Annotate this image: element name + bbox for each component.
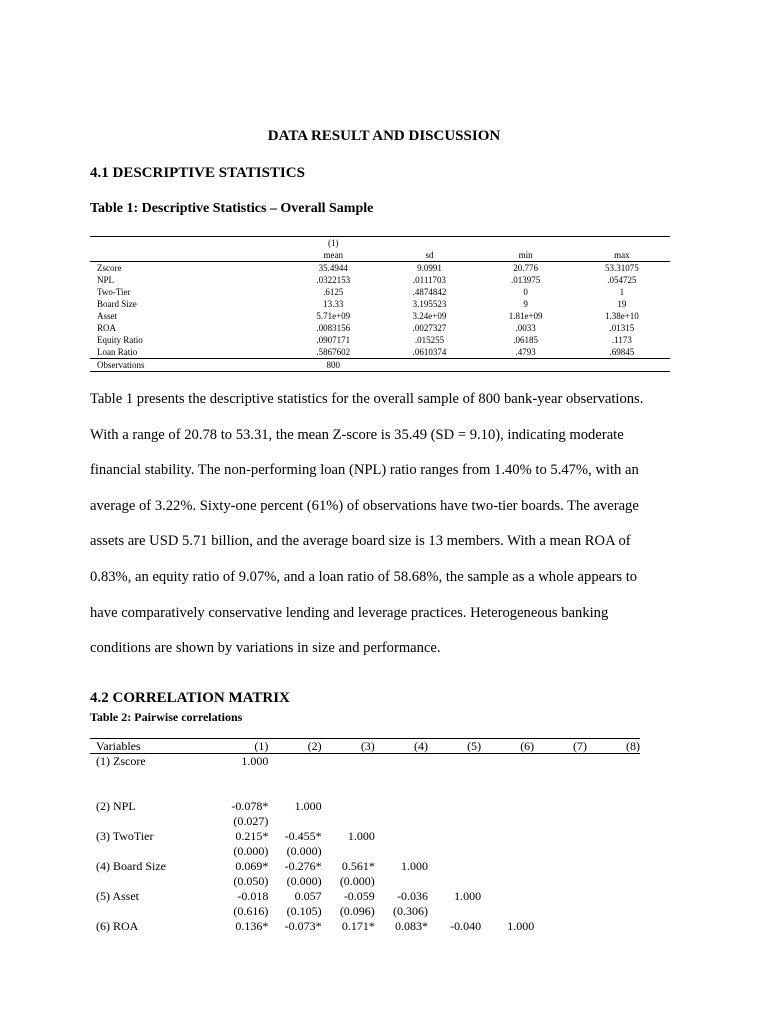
table2-coef-cell bbox=[375, 799, 428, 814]
table1-col-header: sd bbox=[381, 249, 477, 262]
table1-row bbox=[90, 274, 670, 286]
table2-pvalue-cell bbox=[534, 874, 587, 889]
table1-cell: .01315 bbox=[609, 323, 635, 333]
table2-row bbox=[90, 799, 640, 814]
table1-caption: Table 1: Descriptive Statistics – Overall Sample bbox=[90, 201, 374, 216]
table2-pvalue-cell bbox=[587, 844, 640, 859]
table2-pvalue-cell bbox=[481, 769, 534, 784]
table2-pvalue-cell: (0.027) bbox=[233, 814, 269, 828]
table2-coef-cell: 1.000 bbox=[454, 889, 482, 903]
table2-coef-cell bbox=[322, 754, 375, 770]
table2-col-header: (3) bbox=[322, 739, 375, 754]
table2-coef-cell: 1.000 bbox=[401, 859, 428, 873]
table2-coef-cell: 0.057 bbox=[294, 889, 322, 903]
table1-cell: 1.81e+09 bbox=[508, 311, 543, 321]
table2-pvalue-cell bbox=[587, 874, 640, 889]
table2-row-label: (2) NPL bbox=[96, 799, 136, 813]
table2-pvalue-row bbox=[90, 844, 640, 859]
table2-col-header: (4) bbox=[375, 739, 428, 754]
table2-row-label: (6) ROA bbox=[96, 919, 139, 933]
table1-cell: 9.0991 bbox=[417, 263, 442, 273]
table2-col-header: (8) bbox=[587, 739, 640, 754]
table2-pvalue-row bbox=[90, 769, 640, 784]
table1-row bbox=[90, 346, 670, 359]
table2-spacer-row bbox=[90, 784, 640, 799]
table2-coef-cell: -0.073* bbox=[284, 919, 322, 933]
table2-row-label: (4) Board Size bbox=[96, 859, 166, 873]
table2-pvalue-row bbox=[90, 814, 640, 829]
paragraph-line: financial stability. The non-performing loan (NPL) ratio ranges from 1.40% to 5.47%, with an bbox=[90, 462, 639, 479]
table2-coef-cell: -0.040 bbox=[450, 919, 482, 933]
document-title: DATA RESULT AND DISCUSSION bbox=[267, 128, 501, 144]
table2-coef-cell bbox=[322, 799, 375, 814]
table1-cell: .4874842 bbox=[412, 287, 447, 297]
table1-observations-value: 800 bbox=[285, 359, 381, 372]
paragraph-line: average of 3.22%. Sixty-one percent (61%) of observations have two-tier boards. The average bbox=[90, 497, 639, 514]
table2-coef-cell bbox=[428, 859, 481, 874]
table1-cell: .6125 bbox=[323, 287, 344, 297]
table2-coef-cell bbox=[481, 799, 534, 814]
table1-row-label: Zscore bbox=[97, 263, 122, 273]
table2-coef-cell: 1.000 bbox=[347, 829, 375, 843]
table2-col-header: (5) bbox=[428, 739, 481, 754]
table1-cell: .06185 bbox=[513, 335, 539, 345]
table1-cell: .69845 bbox=[609, 347, 635, 357]
table1-row bbox=[90, 262, 670, 275]
table2-pvalue-cell bbox=[481, 814, 534, 829]
table1-row-label: ROA bbox=[97, 323, 117, 333]
paragraph-line: assets are USD 5.71 billion, and the average board size is 13 members. With a mean ROA of bbox=[90, 533, 631, 550]
table2-coef-cell bbox=[534, 754, 587, 770]
table2-pvalue-cell: (0.096) bbox=[339, 904, 375, 918]
table2-coef-cell: -0.455* bbox=[284, 829, 322, 843]
paragraph-line: 0.83%, an equity ratio of 9.07%, and a loan ratio of 58.68%, the sample as a whole appears to bbox=[90, 568, 638, 585]
table2-pvalue-cell: (0.000) bbox=[339, 874, 375, 888]
table1-row bbox=[90, 310, 670, 322]
table2-pvalue-cell bbox=[322, 814, 375, 829]
table2-pvalue-row bbox=[90, 904, 640, 919]
table1-cell: .0083156 bbox=[316, 323, 351, 333]
table1-cell: .0111703 bbox=[412, 275, 447, 285]
table2-pvalue-cell: (0.000) bbox=[233, 844, 269, 858]
table2-pvalue-cell bbox=[375, 844, 428, 859]
table2-pvalue-cell: (0.000) bbox=[286, 844, 322, 858]
table2-pvalue-cell bbox=[268, 814, 321, 829]
table2-coef-cell bbox=[481, 889, 534, 904]
table2-pvalue-cell bbox=[587, 904, 640, 919]
table2-coef-cell bbox=[428, 829, 481, 844]
table1-observations-row bbox=[90, 359, 670, 372]
table2-coef-cell: 0.215* bbox=[235, 829, 269, 843]
table1-observations-label: Observations bbox=[90, 359, 285, 372]
table2-pvalue-cell bbox=[428, 904, 481, 919]
table2-row bbox=[90, 754, 640, 770]
table2-pvalue-cell bbox=[587, 814, 640, 829]
correlation-table bbox=[90, 738, 640, 934]
table1-cell: .015255 bbox=[414, 335, 445, 345]
paragraph-line: With a range of 20.78 to 53.31, the mean Z-score is 35.49 (SD = 9.10), indicating moderate bbox=[90, 426, 624, 443]
table2-coef-cell bbox=[481, 859, 534, 874]
table1-cell: .5867602 bbox=[316, 347, 351, 357]
table2-pvalue-cell bbox=[215, 769, 268, 784]
table2-row-label: (3) TwoTier bbox=[96, 829, 154, 843]
table1-cell: 53.31075 bbox=[605, 263, 639, 273]
table2-pvalue-cell bbox=[428, 844, 481, 859]
table2-pvalue-cell bbox=[428, 814, 481, 829]
table1-group-label: (1) bbox=[285, 237, 381, 250]
section-heading-correlation: 4.2 CORRELATION MATRIX bbox=[90, 690, 290, 706]
table2-col-header: (2) bbox=[268, 739, 321, 754]
table2-pvalue-cell bbox=[428, 874, 481, 889]
table1-cell: .1173 bbox=[611, 335, 632, 345]
table1-cell: .0907171 bbox=[316, 335, 351, 345]
table2-coef-cell: 0.136* bbox=[235, 919, 269, 933]
table1-cell: 1 bbox=[619, 287, 625, 297]
table2-coef-cell bbox=[534, 889, 587, 904]
table1-cell: 35.4944 bbox=[318, 263, 348, 273]
table1-row bbox=[90, 298, 670, 310]
table2-coef-cell: 0.171* bbox=[341, 919, 375, 933]
table1-row-label: Two-Tier bbox=[97, 287, 131, 297]
table1-cell: .0322153 bbox=[316, 275, 351, 285]
table1-cell: .4793 bbox=[515, 347, 536, 357]
table1-cell: 5.71e+09 bbox=[316, 311, 351, 321]
table2-coef-cell bbox=[534, 919, 587, 934]
table1-row-label: Board Size bbox=[97, 299, 137, 309]
table2-header-row bbox=[90, 739, 640, 754]
table2-coef-cell: 0.561* bbox=[341, 859, 375, 873]
table2-coef-cell bbox=[587, 754, 640, 770]
table2-coef-cell bbox=[587, 829, 640, 844]
table2-coef-cell: 0.083* bbox=[395, 919, 428, 933]
table2-pvalue-cell bbox=[375, 814, 428, 829]
table1-cell: 0 bbox=[523, 287, 528, 297]
descriptive-paragraph bbox=[90, 382, 682, 667]
table1-col-header: min bbox=[478, 249, 574, 262]
table1-cell: .0027327 bbox=[412, 323, 447, 333]
table2-pvalue-cell: (0.616) bbox=[233, 904, 269, 918]
table2-row-label: (5) Asset bbox=[96, 889, 139, 903]
paragraph-line: Table 1 presents the descriptive statistics for the overall sample of 800 bank-year observations. bbox=[90, 391, 644, 407]
table2-pvalue-cell bbox=[534, 769, 587, 784]
table1-row bbox=[90, 322, 670, 334]
descriptive-statistics-table bbox=[90, 236, 670, 372]
table2-coef-cell: 1.000 bbox=[294, 799, 322, 813]
table1-row-label: Loan Ratio bbox=[97, 347, 138, 357]
table2-pvalue-cell bbox=[587, 769, 640, 784]
table2-pvalue-cell: (0.105) bbox=[286, 904, 322, 918]
table2-col-header: (7) bbox=[534, 739, 587, 754]
paragraph-line: have comparatively conservative lending and leverage practices. Heterogeneous banking bbox=[90, 604, 609, 621]
table2-coef-cell: -0.078* bbox=[231, 799, 269, 813]
table2-pvalue-cell bbox=[481, 904, 534, 919]
table1-cell: 3.24e+09 bbox=[412, 311, 447, 321]
table2-pvalue-cell bbox=[375, 874, 428, 889]
table1-row bbox=[90, 334, 670, 346]
table2-coef-cell: 1.000 bbox=[241, 754, 269, 768]
table2-pvalue-cell bbox=[534, 814, 587, 829]
table1-row bbox=[90, 286, 670, 298]
table2-coef-cell: -0.018 bbox=[237, 889, 269, 903]
table1-cell: 3.195523 bbox=[412, 299, 447, 309]
table1-header-row bbox=[90, 249, 670, 262]
table2-header-label: Variables bbox=[90, 739, 215, 754]
table1-cell: .0610374 bbox=[412, 347, 447, 357]
table1-cell: .0033 bbox=[515, 323, 536, 333]
table2-coef-cell: -0.276* bbox=[284, 859, 322, 873]
table2-pvalue-cell bbox=[428, 769, 481, 784]
table2-pvalue-cell bbox=[322, 844, 375, 859]
table2-pvalue-cell bbox=[534, 844, 587, 859]
table2-coef-cell: -0.059 bbox=[343, 889, 375, 903]
table2-pvalue-cell bbox=[534, 904, 587, 919]
table2-coef-cell bbox=[534, 799, 587, 814]
table1-col-header: mean bbox=[285, 249, 381, 262]
section-heading-descriptive: 4.1 DESCRIPTIVE STATISTICS bbox=[90, 165, 305, 181]
table1-cell: .013975 bbox=[511, 275, 541, 285]
table2-pvalue-cell bbox=[375, 769, 428, 784]
table2-pvalue-cell: (0.306) bbox=[393, 904, 428, 918]
table2-row bbox=[90, 919, 640, 934]
table1-cell: 20.776 bbox=[513, 263, 539, 273]
table2-coef-cell: -0.036 bbox=[397, 889, 428, 903]
table2-coef-cell bbox=[534, 829, 587, 844]
table1-row-label: Equity Ratio bbox=[97, 335, 143, 345]
table2-coef-cell bbox=[375, 754, 428, 770]
table2-coef-cell bbox=[587, 859, 640, 874]
table2-col-header: (6) bbox=[481, 739, 534, 754]
table1-cell: 19 bbox=[617, 299, 627, 309]
table2-pvalue-cell bbox=[481, 874, 534, 889]
table1-row-label: Asset bbox=[97, 311, 117, 321]
table2-pvalue-cell bbox=[268, 769, 321, 784]
table1-cell: 13.33 bbox=[323, 299, 344, 309]
table2-row-label: (1) Zscore bbox=[96, 754, 146, 768]
table2-coef-cell bbox=[481, 754, 534, 770]
paragraph-line: conditions are shown by variations in size and performance. bbox=[90, 640, 441, 657]
table2-row bbox=[90, 889, 640, 904]
table1-cell: 1.38e+10 bbox=[604, 311, 639, 321]
table2-coef-cell bbox=[587, 889, 640, 904]
table1-row-label: NPL bbox=[97, 275, 115, 285]
table2-coef-cell bbox=[587, 799, 640, 814]
table2-pvalue-row bbox=[90, 874, 640, 889]
table2-pvalue-cell bbox=[322, 769, 375, 784]
table2-coef-cell bbox=[587, 919, 640, 934]
table2-row bbox=[90, 859, 640, 874]
table2-coef-cell bbox=[428, 754, 481, 770]
table2-col-header: (1) bbox=[215, 739, 268, 754]
table2-coef-cell bbox=[428, 799, 481, 814]
table1-cell: .054725 bbox=[607, 275, 637, 285]
table2-coef-cell: 1.000 bbox=[507, 919, 535, 933]
table2-coef-cell: 0.069* bbox=[235, 859, 269, 873]
table2-row bbox=[90, 829, 640, 844]
table2-coef-cell bbox=[375, 829, 428, 844]
table2-pvalue-cell: (0.000) bbox=[286, 874, 322, 888]
table2-coef-cell bbox=[481, 829, 534, 844]
table2-caption: Table 2: Pairwise correlations bbox=[90, 710, 243, 724]
table1-col-header: max bbox=[574, 249, 670, 262]
table1-cell: 9 bbox=[523, 299, 528, 309]
table2-coef-cell bbox=[534, 859, 587, 874]
table2-pvalue-cell: (0.050) bbox=[233, 874, 269, 888]
table2-coef-cell bbox=[268, 754, 321, 770]
table2-pvalue-cell bbox=[481, 844, 534, 859]
